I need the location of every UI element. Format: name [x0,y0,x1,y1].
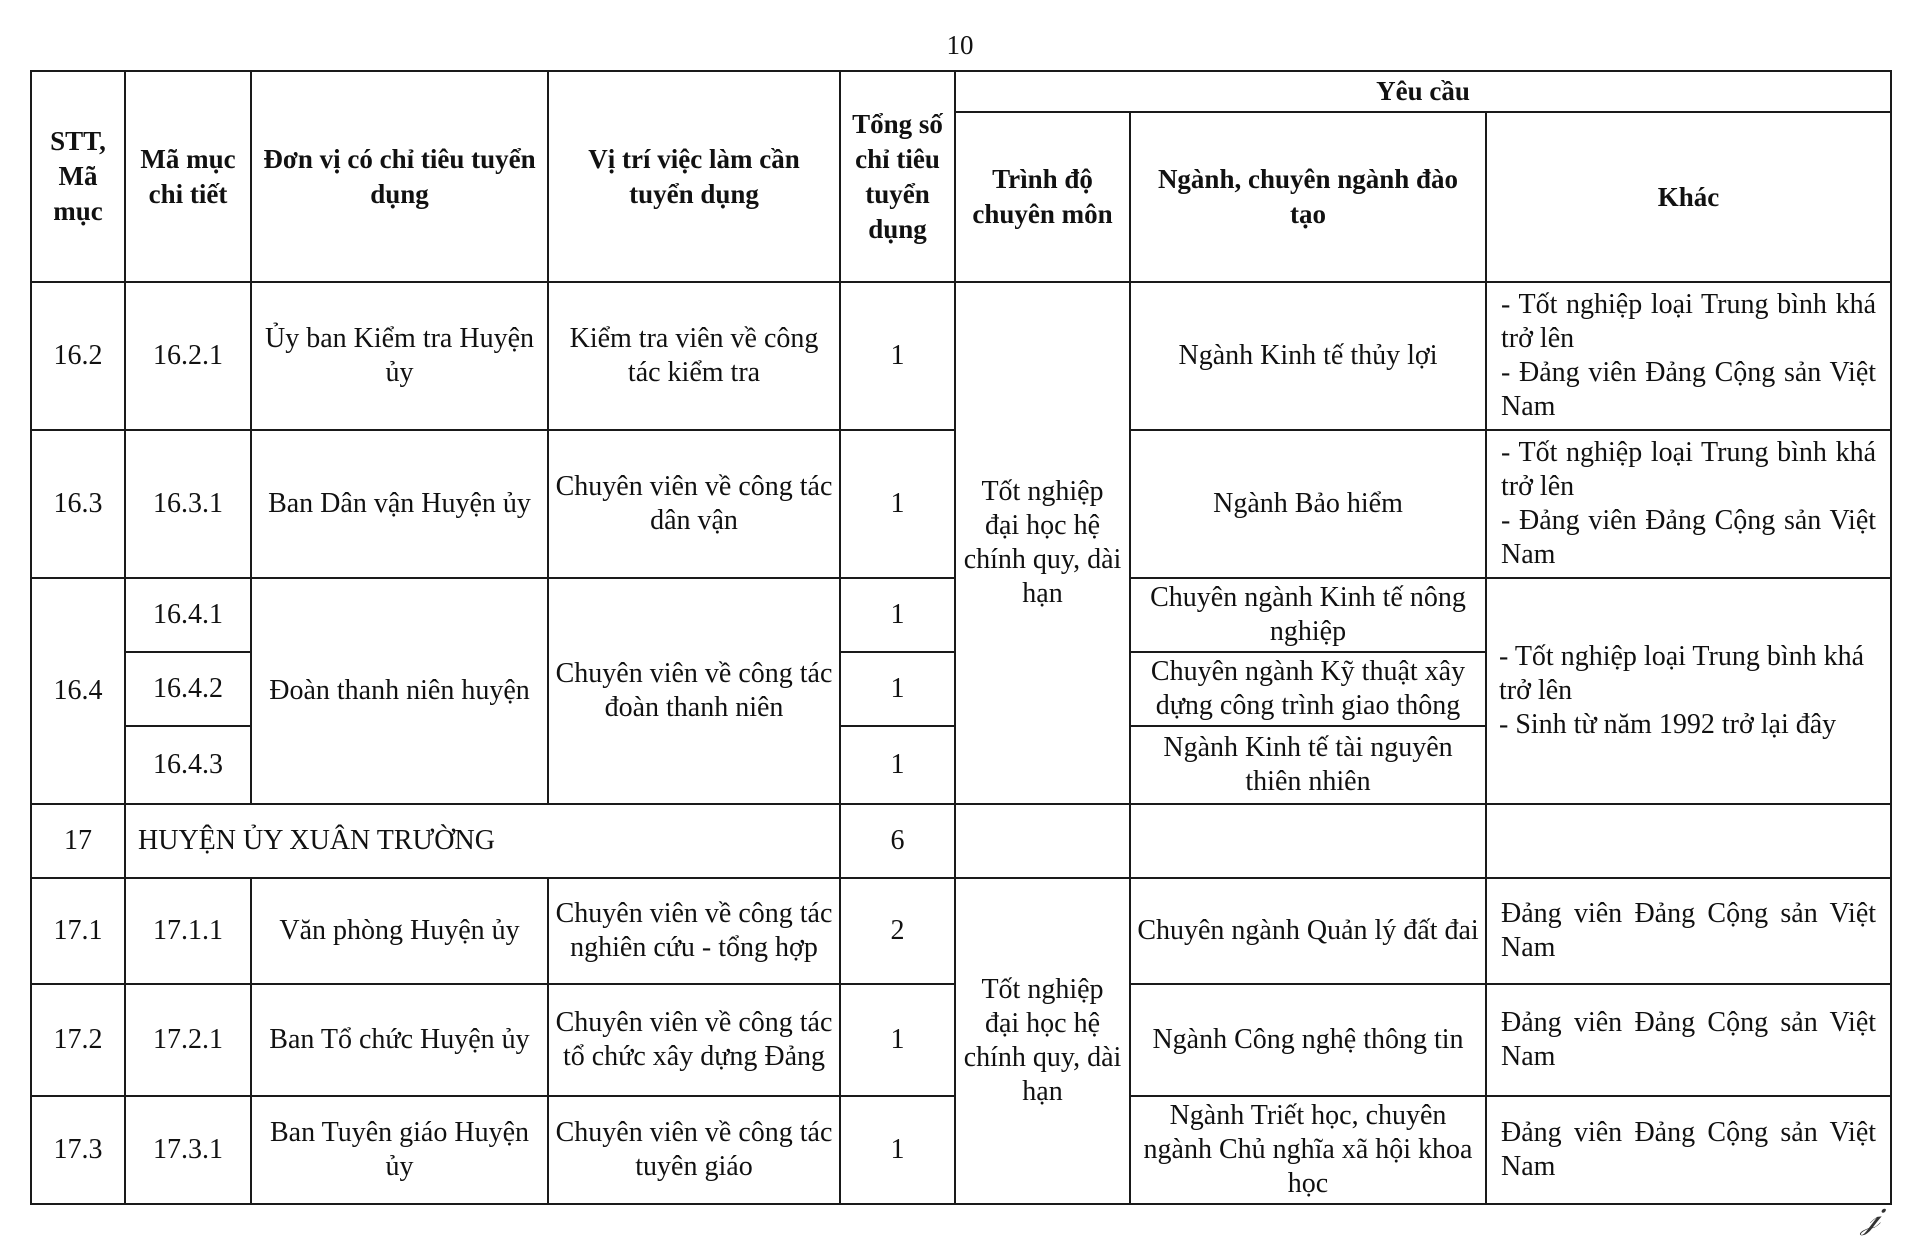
khac-line: - Đảng viên Đảng Cộng sản Việt Nam [1501,357,1877,422]
cell-stt: 17.3 [31,1096,125,1204]
recruitment-table [30,70,1892,1205]
khac-line: - Tốt nghiệp loại Trung bình khá trở lên [1501,289,1877,354]
khac-line: - Sinh từ năm 1992 trở lại đây [1499,709,1837,740]
cell-nganh: Chuyên ngành Quản lý đất đai [1130,878,1486,984]
cell-stt: 16.2 [31,282,125,430]
cell-khac: Đảng viên Đảng Cộng sản Việt Nam [1486,984,1891,1096]
cell-nganh: Chuyên ngành Kinh tế nông nghiệp [1130,578,1486,652]
cell-ma: 16.4.1 [125,578,251,652]
header-vi-tri: Vị trí việc làm cần tuyển dụng [548,71,840,282]
cell-don-vi: Ủy ban Kiểm tra Huyện ủy [251,282,548,430]
cell-ma: 17.1.1 [125,878,251,984]
empty-cell [1130,804,1486,878]
cell-don-vi: Đoàn thanh niên huyện [251,578,548,804]
header-ma-muc: Mã mục chi tiết [125,71,251,282]
khac-line: - Đảng viên Đảng Cộng sản Việt Nam [1501,505,1877,570]
cell-tong-so: 1 [840,652,955,726]
cell-tong-so: 1 [840,726,955,804]
header-tong-so: Tổng số chỉ tiêu tuyển dụng [840,71,955,282]
cell-vi-tri: Kiểm tra viên về công tác kiểm tra [548,282,840,430]
cell-trinh-do: Tốt nghiệp đại học hệ chính quy, dài hạn [955,282,1130,804]
cell-don-vi: Ban Tuyên giáo Huyện ủy [251,1096,548,1204]
cell-stt: 17.1 [31,878,125,984]
cell-ma: 17.3.1 [125,1096,251,1204]
cell-nganh: Ngành Kinh tế thủy lợi [1130,282,1486,430]
cell-tong-so: 2 [840,878,955,984]
cell-stt: 16.4 [31,578,125,804]
header-yeu-cau: Yêu cầu [955,71,1891,112]
cell-vi-tri: Chuyên viên về công tác tổ chức xây dựng Đảng [548,984,840,1096]
table-row [31,878,1891,984]
cell-khac [1486,282,1891,430]
cell-don-vi: Ban Dân vận Huyện ủy [251,430,548,578]
cell-tong-so: 1 [840,1096,955,1204]
cell-nganh: Ngành Bảo hiểm [1130,430,1486,578]
cell-khac: Đảng viên Đảng Cộng sản Việt Nam [1486,1096,1891,1204]
table-row [31,282,1891,430]
cell-nganh: Ngành Công nghệ thông tin [1130,984,1486,1096]
header-trinh-do: Trình độ chuyên môn [955,112,1130,282]
header-khac: Khác [1486,112,1891,282]
cell-vi-tri: Chuyên viên về công tác đoàn thanh niên [548,578,840,804]
cell-tong-so: 1 [840,578,955,652]
cell-ma: 16.4.2 [125,652,251,726]
cell-khac [1486,430,1891,578]
section-stt: 17 [31,804,125,878]
cell-ma: 16.2.1 [125,282,251,430]
cell-stt: 16.3 [31,430,125,578]
cell-vi-tri: Chuyên viên về công tác tuyên giáo [548,1096,840,1204]
cell-nganh: Ngành Triết học, chuyên ngành Chủ nghĩa xã hội khoa học [1130,1096,1486,1204]
section-name: HUYỆN ỦY XUÂN TRƯỜNG [125,804,840,878]
cell-tong-so: 1 [840,282,955,430]
cell-trinh-do: Tốt nghiệp đại học hệ chính quy, dài hạn [955,878,1130,1204]
khac-line: - Tốt nghiệp loại Trung bình khá trở lên [1499,641,1865,706]
cell-vi-tri: Chuyên viên về công tác dân vận [548,430,840,578]
cell-ma: 16.3.1 [125,430,251,578]
cell-tong-so: 1 [840,984,955,1096]
cell-tong-so: 1 [840,430,955,578]
cell-ma: 16.4.3 [125,726,251,804]
cell-khac: Đảng viên Đảng Cộng sản Việt Nam [1486,878,1891,984]
section-row [31,804,1891,878]
empty-cell [1486,804,1891,878]
header-nganh: Ngành, chuyên ngành đào tạo [1130,112,1486,282]
cell-don-vi: Văn phòng Huyện ủy [251,878,548,984]
page-number: 10 [946,30,974,60]
cell-don-vi: Ban Tổ chức Huyện ủy [251,984,548,1096]
empty-cell [955,804,1130,878]
cell-nganh: Chuyên ngành Kỹ thuật xây dựng công trình giao thông [1130,652,1486,726]
cell-vi-tri: Chuyên viên về công tác nghiên cứu - tổng hợp [548,878,840,984]
khac-line: - Tốt nghiệp loại Trung bình khá trở lên [1501,437,1877,502]
header-don-vi: Đơn vị có chỉ tiêu tuyển dụng [251,71,548,282]
section-tong-so: 6 [840,804,955,878]
cell-nganh: Ngành Kinh tế tài nguyên thiên nhiên [1130,726,1486,804]
signature-initial: 𝒿 [1861,1197,1880,1237]
cell-khac [1486,578,1891,804]
cell-ma: 17.2.1 [125,984,251,1096]
cell-stt: 17.2 [31,984,125,1096]
header-stt: STT, Mã mục [31,71,125,282]
